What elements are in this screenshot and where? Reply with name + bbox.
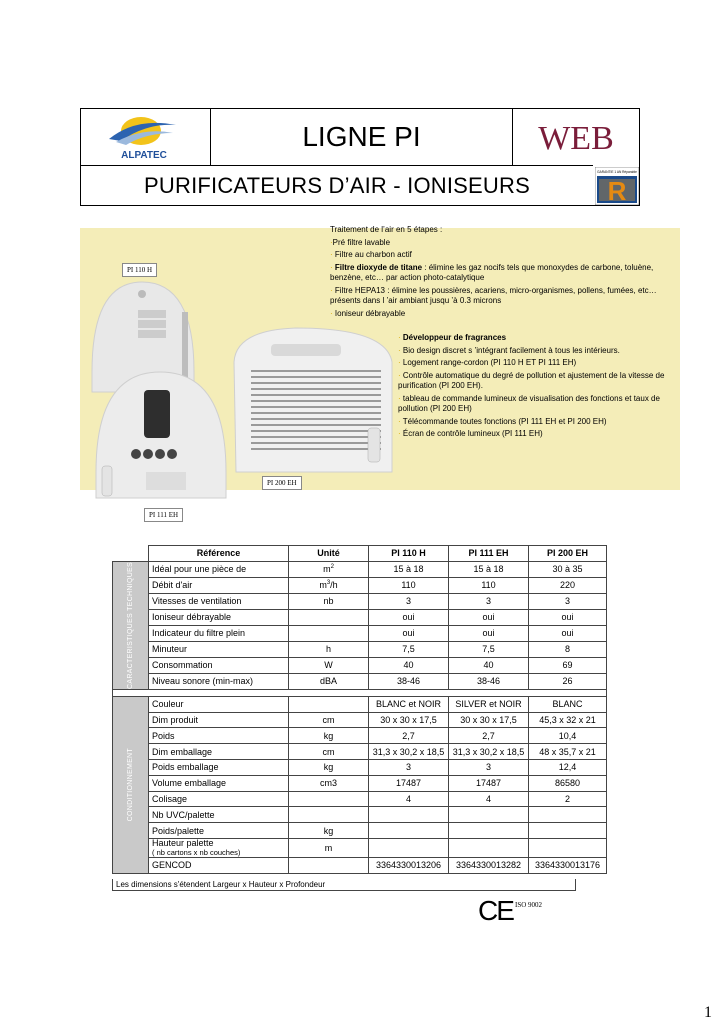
cell-value: 110 [449, 577, 529, 593]
cell-value: 3364330013206 [369, 857, 449, 873]
cell-value: W [289, 657, 369, 673]
table-row [113, 775, 607, 791]
cell-value: BLANC [529, 696, 607, 712]
row-label: Consommation [149, 657, 289, 673]
cell-value: 3 [369, 759, 449, 775]
cell-line: ( nb cartons x nb couches) [152, 847, 241, 857]
features-list [330, 225, 680, 321]
cell-value [449, 807, 529, 823]
header-cell: Référence [149, 546, 289, 562]
feature-item: · Filtre HEPA13 : élimine les poussières, acariens, micro-organismes, pollens, fumées, etc… présents dans l ’air ambiant jusqu ’à 0.3 microns [330, 285, 657, 305]
label-pi200eh: PI 200 EH [262, 476, 302, 490]
page-subtitle: PURIFICATEURS D’AIR - IONISEURS [81, 165, 593, 205]
row-label: Poids [149, 728, 289, 744]
cell-value: 7,5 [449, 641, 529, 657]
cell-value: kg [289, 728, 369, 744]
group2-label: CONDITIONNEMENT [127, 748, 134, 822]
features-list-2 [398, 333, 680, 442]
cell-value: 7,5 [369, 641, 449, 657]
feature-item: ·Pré filtre lavable [330, 237, 391, 247]
feature-item: · Filtre au charbon actif [330, 250, 412, 259]
cell-value [529, 823, 607, 839]
table-row [113, 823, 607, 839]
unit-text: m [319, 580, 327, 591]
cell-value: 15 à 18 [449, 561, 529, 577]
unit-superscript: 2 [330, 564, 334, 571]
cell-value: 45,3 x 32 x 21 [529, 712, 607, 728]
cell-value: oui [529, 625, 607, 641]
cell-value: 4 [449, 791, 529, 807]
table-header-row [113, 546, 607, 562]
table-row [113, 641, 607, 657]
feature-item: · Bio design discret s ’intégrant facilement à tous les intérieurs. [398, 345, 620, 355]
web-logo-icon [536, 117, 616, 157]
unit-text: /h [330, 580, 338, 591]
row-label: Nb UVC/palette [149, 807, 289, 823]
cell-value: dBA [289, 673, 369, 689]
cell-value: 30 à 35 [529, 561, 607, 577]
row-label: Volume emballage [149, 775, 289, 791]
feature-item: Traitement de l’air en 5 étapes : [330, 225, 443, 234]
table-row [113, 744, 607, 760]
cell-line: Hauteur palette [152, 837, 214, 848]
cell-value: cm [289, 712, 369, 728]
cell-value: m [289, 838, 369, 857]
gap-cell [113, 689, 607, 696]
cell-value: 31,3 x 30,2 x 18,5 [449, 744, 529, 760]
svg-text:WEB: WEB [538, 120, 614, 157]
unit-text: m [323, 564, 331, 575]
cell-value: 3364330013282 [449, 857, 529, 873]
row-label: Poids emballage [149, 759, 289, 775]
table-row [113, 791, 607, 807]
cell-value [449, 823, 529, 839]
cell-value: 220 [529, 577, 607, 593]
cell-value: 3 [529, 593, 607, 609]
cell-value [289, 857, 369, 873]
cell-value [369, 838, 449, 857]
header-cell: PI 111 EH [449, 546, 529, 562]
feature-item: · Développeur de fragrances [398, 333, 507, 342]
pi200eh-unit-icon [234, 328, 392, 472]
cell-value: 69 [529, 657, 607, 673]
row-label: Minuteur [149, 641, 289, 657]
iso-label: ISO 9002 [515, 901, 543, 909]
svg-text:GARANTIE 1 AN Réparable: GARANTIE 1 AN Réparable [597, 170, 637, 174]
cell-value: 40 [449, 657, 529, 673]
cell-value: 12,4 [529, 759, 607, 775]
feature-item: · Écran de contrôle lumineux (PI 111 EH) [398, 429, 543, 438]
label-pi111eh: PI 111 EH [144, 508, 183, 522]
cell-value: 2 [529, 791, 607, 807]
cell-value: oui [369, 609, 449, 625]
alpatec-logo [81, 109, 211, 165]
feature-item: · Télécommande toutes fonctions (PI 111 EH et PI 200 EH) [398, 416, 607, 426]
row-label: Niveau sonore (min-max) [149, 673, 289, 689]
table-row [113, 807, 607, 823]
table-row [113, 657, 607, 673]
cell-value: oui [449, 609, 529, 625]
warranty-badge [595, 167, 639, 205]
table-row [113, 838, 607, 857]
cell-value: 17487 [449, 775, 529, 791]
cell-value: 40 [369, 657, 449, 673]
cell-value [289, 561, 369, 577]
cell-value: 26 [529, 673, 607, 689]
row-label [149, 838, 289, 857]
cell-value: 3 [449, 593, 529, 609]
group1-side-label [113, 561, 149, 689]
row-label: Couleur [149, 696, 289, 712]
alpatec-logo-icon [81, 109, 211, 165]
cell-value: 30 x 30 x 17,5 [449, 712, 529, 728]
cell-value [289, 625, 369, 641]
cell-value: oui [529, 609, 607, 625]
cell-value [289, 609, 369, 625]
group-gap [113, 689, 607, 696]
table-row [113, 759, 607, 775]
cell-value [369, 807, 449, 823]
table-row [113, 857, 607, 873]
cell-value: 8 [529, 641, 607, 657]
cell-value: kg [289, 823, 369, 839]
header-box [80, 108, 640, 206]
row-label: Indicateur du filtre plein [149, 625, 289, 641]
page-number: 1 [704, 1004, 712, 1021]
feature-item: · tableau de commande lumineux de visualisation des fonctions et taux de pollution (PI 200 EH) [398, 393, 660, 413]
cell-value: 3 [449, 759, 529, 775]
label-pi110h: PI 110 H [122, 263, 157, 277]
cell-value [289, 577, 369, 593]
feature-item: · Logement range-cordon (PI 110 H ET PI 111 EH) [398, 358, 577, 367]
header-blank-cell [113, 546, 149, 562]
header-cell: Unité [289, 546, 369, 562]
cell-value: 86580 [529, 775, 607, 791]
cell-value: 3364330013176 [529, 857, 607, 873]
header-cell: PI 200 EH [529, 546, 607, 562]
cell-value: 3 [369, 593, 449, 609]
row-label: Idéal pour une pièce de [149, 561, 289, 577]
feature-item: · Ioniseur débrayable [330, 308, 406, 318]
cell-value: oui [449, 625, 529, 641]
spec-table [112, 545, 607, 874]
table-row [113, 593, 607, 609]
cell-value: 31,3 x 30,2 x 18,5 [369, 744, 449, 760]
unit-superscript: 3 [326, 580, 331, 587]
svg-text:R: R [607, 176, 627, 205]
web-logo [513, 109, 639, 165]
page-title: LIGNE PI [211, 109, 513, 165]
cell-value: oui [369, 625, 449, 641]
cell-value: h [289, 641, 369, 657]
group1-label: CARACTERISTIQUES TECHNIQUES [127, 561, 134, 689]
row-label: Ioniseur débrayable [149, 609, 289, 625]
cell-value: BLANC et NOIR [369, 696, 449, 712]
table-row [113, 696, 607, 712]
row-label: Débit d'air [149, 577, 289, 593]
table-row [113, 673, 607, 689]
cell-value [529, 807, 607, 823]
cell-value: kg [289, 759, 369, 775]
table-row [113, 625, 607, 641]
cell-value: 2,7 [449, 728, 529, 744]
row-label: Vitesses de ventilation [149, 593, 289, 609]
row-label: Dim emballage [149, 744, 289, 760]
row-label: Dim produit [149, 712, 289, 728]
ce-mark: CE [478, 895, 513, 926]
cell-value [449, 838, 529, 857]
cell-value: cm [289, 744, 369, 760]
table-row [113, 712, 607, 728]
table-row [113, 561, 607, 577]
cell-value: 110 [369, 577, 449, 593]
svg-text:ALPATEC: ALPATEC [121, 150, 167, 161]
cell-value: 48 x 35,7 x 21 [529, 744, 607, 760]
row-label: Colisage [149, 791, 289, 807]
feature-item: · Filtre dioxyde de titane : élimine les gaz nocifs tels que monoxydes de carbone, toluène, benzène, etc… par action photo-catalytique [330, 262, 654, 282]
cell-value: 30 x 30 x 17,5 [369, 712, 449, 728]
cell-value: 4 [369, 791, 449, 807]
cell-value [529, 838, 607, 857]
cell-value: nb [289, 593, 369, 609]
table-row [113, 577, 607, 593]
cell-value: cm3 [289, 775, 369, 791]
cell-value: 17487 [369, 775, 449, 791]
cell-value: 15 à 18 [369, 561, 449, 577]
cell-value [369, 823, 449, 839]
cell-value: 10,4 [529, 728, 607, 744]
table-row [113, 728, 607, 744]
cell-value: 38-46 [369, 673, 449, 689]
table-row [113, 609, 607, 625]
group2-side-label [113, 696, 149, 873]
cell-value [289, 791, 369, 807]
feature-item: · Contrôle automatique du degré de pollution et ajustement de la vitesse de purification (PI 200 EH). [398, 370, 665, 390]
cell-value: 2,7 [369, 728, 449, 744]
row-label: GENCOD [149, 857, 289, 873]
row-label: Poids/palette [149, 823, 289, 839]
cell-value [289, 696, 369, 712]
table-footnote: Les dimensions s'étendent Largeur x Hauteur x Profondeur [112, 879, 576, 891]
cell-value: SILVER et NOIR [449, 696, 529, 712]
cell-value: 38-46 [449, 673, 529, 689]
cell-value [289, 807, 369, 823]
header-cell: PI 110 H [369, 546, 449, 562]
